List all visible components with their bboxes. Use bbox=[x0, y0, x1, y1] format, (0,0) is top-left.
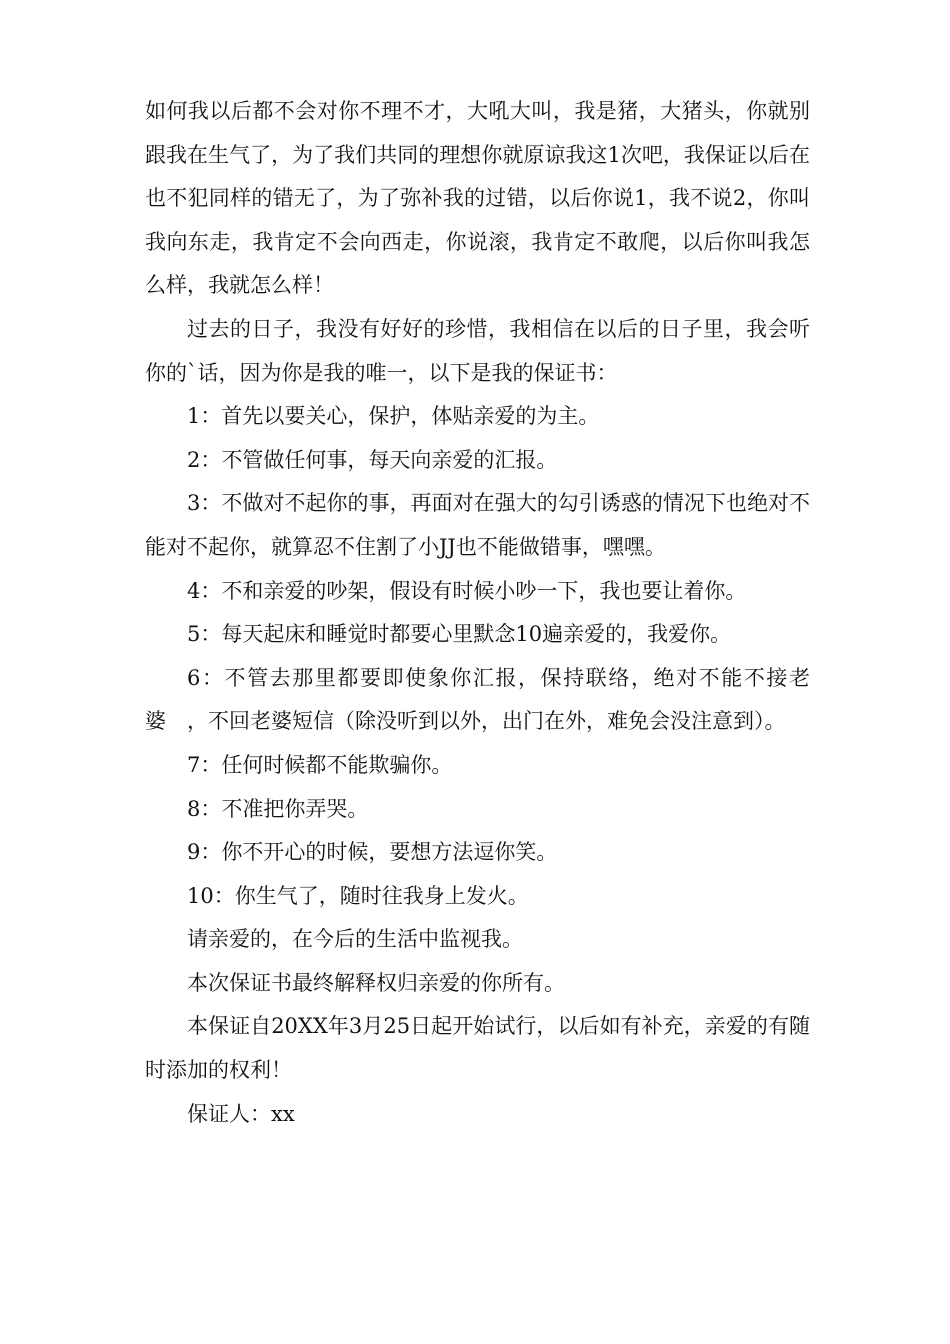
pledge-item-6: 6：不管去那里都要即使象你汇报，保持联络，绝对不能不接老婆 ，不回老婆短信（除没听到以外，出门在外，难免会没注意到）。 bbox=[145, 665, 810, 734]
guarantor-signature: 保证人：xx bbox=[187, 1101, 295, 1126]
document-page bbox=[145, 90, 810, 1136]
pledge-item-1: 1：首先以要关心，保护，体贴亲爱的为主。 bbox=[187, 404, 600, 429]
pledge-item-9: 9：你不开心的时候，要想方法逗你笑。 bbox=[187, 840, 558, 865]
pledge-item-10: 10：你生气了，随时往我身上发火。 bbox=[187, 883, 529, 908]
pledge-item-4: 4：不和亲爱的吵架，假设有时候小吵一下，我也要让着你。 bbox=[187, 578, 747, 603]
paragraph-apology: 如何我以后都不会对你不理不才，大吼大叫，我是猪，大猪头，你就别跟我在生气了，为了我们共同的理想你就原谅我这1次吧，我保证以后在也不犯同样的错无了，为了弥补我的过错，以后你说1，我不说2，你叫我向东走，我肯定不会向西走，你说滚，我肯定不敢爬，以后你叫我怎么样，我就怎么样！ bbox=[145, 99, 810, 298]
pledge-item-3: 3：不做对不起你的事，再面对在强大的勾引诱惑的情况下也绝对不能对不起你，就算忍不住割了小JJ也不能做错事，嘿嘿。 bbox=[145, 491, 810, 559]
paragraph-supervision: 请亲爱的，在今后的生活中监视我。 bbox=[187, 927, 523, 952]
pledge-item-2: 2：不管做任何事，每天向亲爱的汇报。 bbox=[187, 447, 558, 472]
paragraph-interpretation: 本次保证书最终解释权归亲爱的你所有。 bbox=[187, 970, 565, 995]
paragraph-effective-date: 本保证自20XX年3月25日起开始试行，以后如有补充，亲爱的有随时添加的权利！ bbox=[145, 1014, 810, 1083]
pledge-item-8: 8：不准把你弄哭。 bbox=[187, 796, 369, 821]
pledge-item-5: 5：每天起床和睡觉时都要心里默念10遍亲爱的，我爱你。 bbox=[187, 622, 732, 647]
pledge-item-7: 7：任何时候都不能欺骗你。 bbox=[187, 752, 453, 777]
paragraph-intro: 过去的日子，我没有好好的珍惜，我相信在以后的日子里，我会听你的`话，因为你是我的唯一，以下是我的保证书： bbox=[145, 316, 810, 385]
